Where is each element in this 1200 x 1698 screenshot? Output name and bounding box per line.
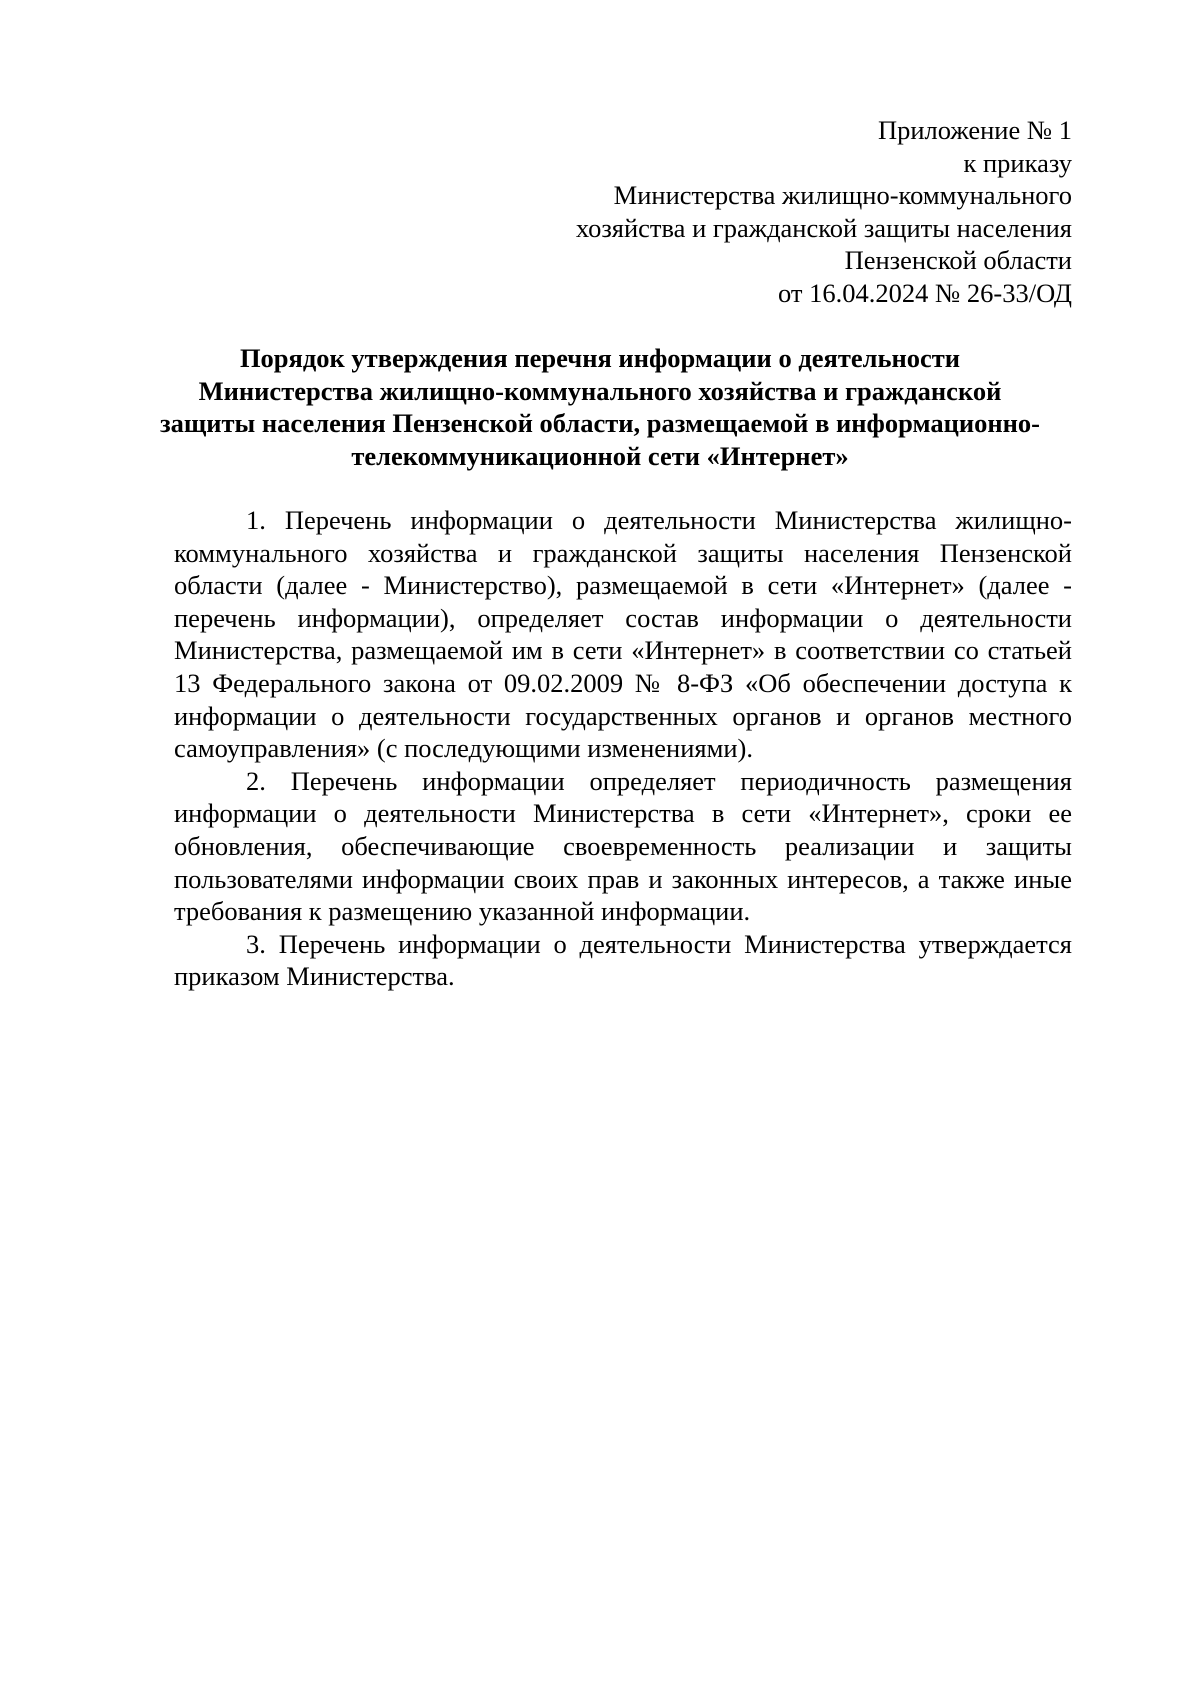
paragraph-1: 1. Перечень информации о деятельности Министерства жилищно-коммунального хозяйства и гражданской защиты населения Пензенской области (далее - Министерство), размещаемой в сети «Интернет» (далее - перечень информации), определяет состав информации о деятельности Министерства, размещаемой им в сети «Интернет» в соответствии со статьей 13 Федерального закона от 09.02.2009 № 8-ФЗ «Об обеспечении доступа к информации о деятельности государственных органов и органов местного самоуправления» (с последующими изменениями).: [174, 505, 1072, 764]
document-title: [150, 342, 1050, 472]
appendix-region: Пензенской области: [844, 245, 1072, 276]
appendix-ministry-line-1: Министерства жилищно-коммунального: [613, 180, 1072, 211]
appendix-header: [512, 114, 1072, 310]
paragraph-3: 3. Перечень информации о деятельности Министерства утверждается приказом Министерства.: [174, 928, 1072, 992]
appendix-order-ref: к приказу: [963, 147, 1072, 178]
appendix-order-date-number: от 16.04.2024 № 26-33/ОД: [778, 277, 1072, 308]
title-line-2: Министерства жилищно-коммунального хозяйства и гражданской: [198, 375, 1002, 406]
title-line-4: телекоммуникационной сети «Интернет»: [351, 440, 849, 471]
paragraph-2: 2. Перечень информации определяет периодичность размещения информации о деятельности Министерства в сети «Интернет», сроки ее обновления, обеспечивающие своевременность реализации и защиты пользователями информации своих прав и законных интересов, а также иные требования к размещению указанной информации.: [174, 765, 1072, 927]
appendix-number: Приложение № 1: [877, 115, 1072, 145]
appendix-ministry-line-2: хозяйства и гражданской защиты населения: [575, 212, 1072, 243]
document-body: [174, 504, 1072, 993]
title-line-3: защиты населения Пензенской области, размещаемой в информационно-: [160, 408, 1040, 439]
title-line-1: Порядок утверждения перечня информации о деятельности: [239, 343, 961, 373]
